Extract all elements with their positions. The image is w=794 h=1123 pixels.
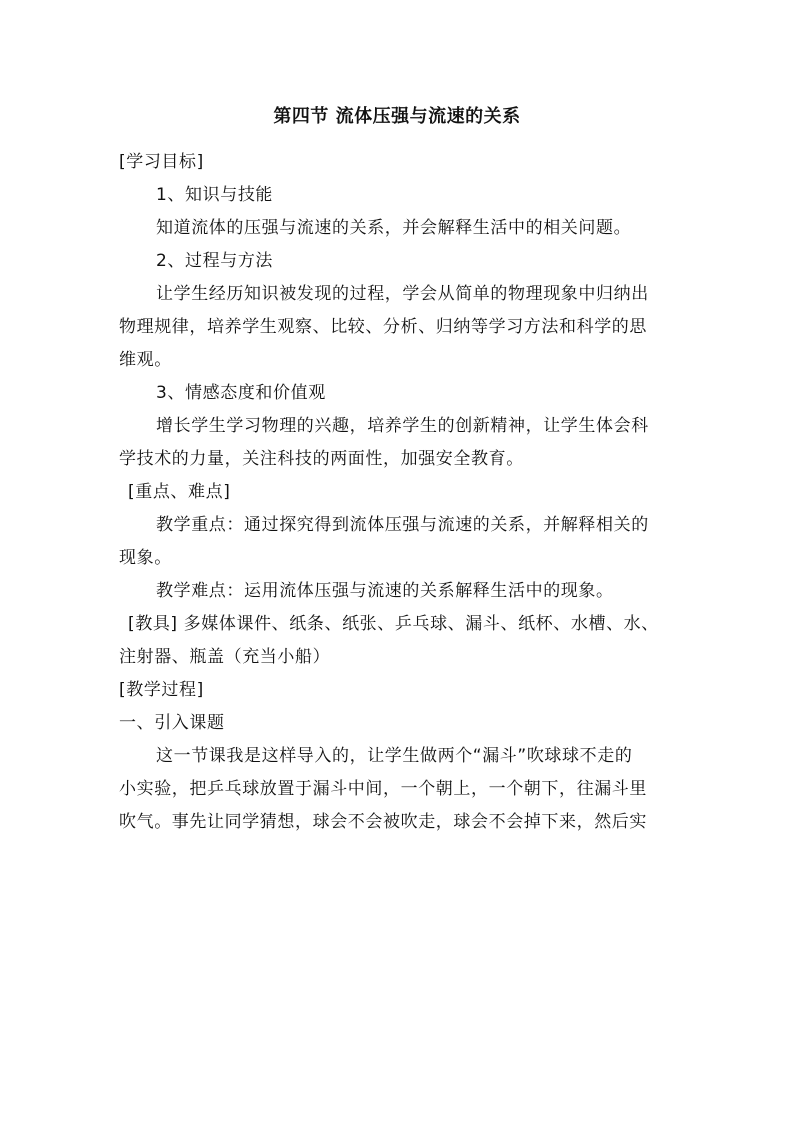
section-heading-teaching-process: [教学过程] — [119, 680, 204, 700]
paragraph-line: 教学难点：运用流体压强与流速的关系解释生活中的现象。 — [156, 581, 614, 601]
paragraph-line: 增长学生学习物理的兴趣，培养学生的创新精神，让学生体会科 — [156, 416, 649, 436]
section-heading-teaching-aids: [教具] 多媒体课件、纸条、纸张、乒乓球、漏斗、纸杯、水槽、水、 — [128, 614, 659, 634]
subheading-attitude-values: 3、情感态度和价值观 — [156, 383, 326, 403]
paragraph-line: 注射器、瓶盖（充当小船） — [119, 647, 331, 667]
paragraph-line: 小实验，把乒乓球放置于漏斗中间，一个朝上，一个朝下，往漏斗里 — [119, 779, 647, 799]
paragraph-line: 学技术的力量，关注科技的两面性，加强安全教育。 — [119, 449, 524, 469]
paragraph-line: 现象。 — [119, 548, 172, 568]
section-heading-key-points: [重点、难点] — [128, 482, 231, 502]
paragraph-line: 物理规律，培养学生观察、比较、分析、归纳等学习方法和科学的思 — [119, 317, 647, 337]
subheading-introduction: 一、引入课题 — [119, 713, 225, 733]
paragraph-line: 知道流体的压强与流速的关系，并会解释生活中的相关问题。 — [156, 218, 632, 238]
page-title: 第四节 流体压强与流速的关系 — [273, 106, 521, 127]
document-body — [119, 146, 679, 839]
paragraph-line: 教学重点：通过探究得到流体压强与流速的关系，并解释相关的 — [156, 515, 649, 535]
subheading-process-method: 2、过程与方法 — [156, 251, 274, 271]
subheading-knowledge-skills: 1、知识与技能 — [156, 185, 274, 205]
paragraph-line: 吹气。事先让同学猜想，球会不会被吹走，球会不会掉下来，然后实 — [119, 812, 647, 832]
section-heading-learning-goals: [学习目标] — [119, 152, 204, 172]
paragraph-line: 维观。 — [119, 350, 172, 370]
paragraph-line: 让学生经历知识被发现的过程，学会从简单的物理现象中归纳出 — [156, 284, 649, 304]
paragraph-line: 这一节课我是这样导入的，让学生做两个“漏斗”吹球球不走的 — [156, 746, 633, 766]
